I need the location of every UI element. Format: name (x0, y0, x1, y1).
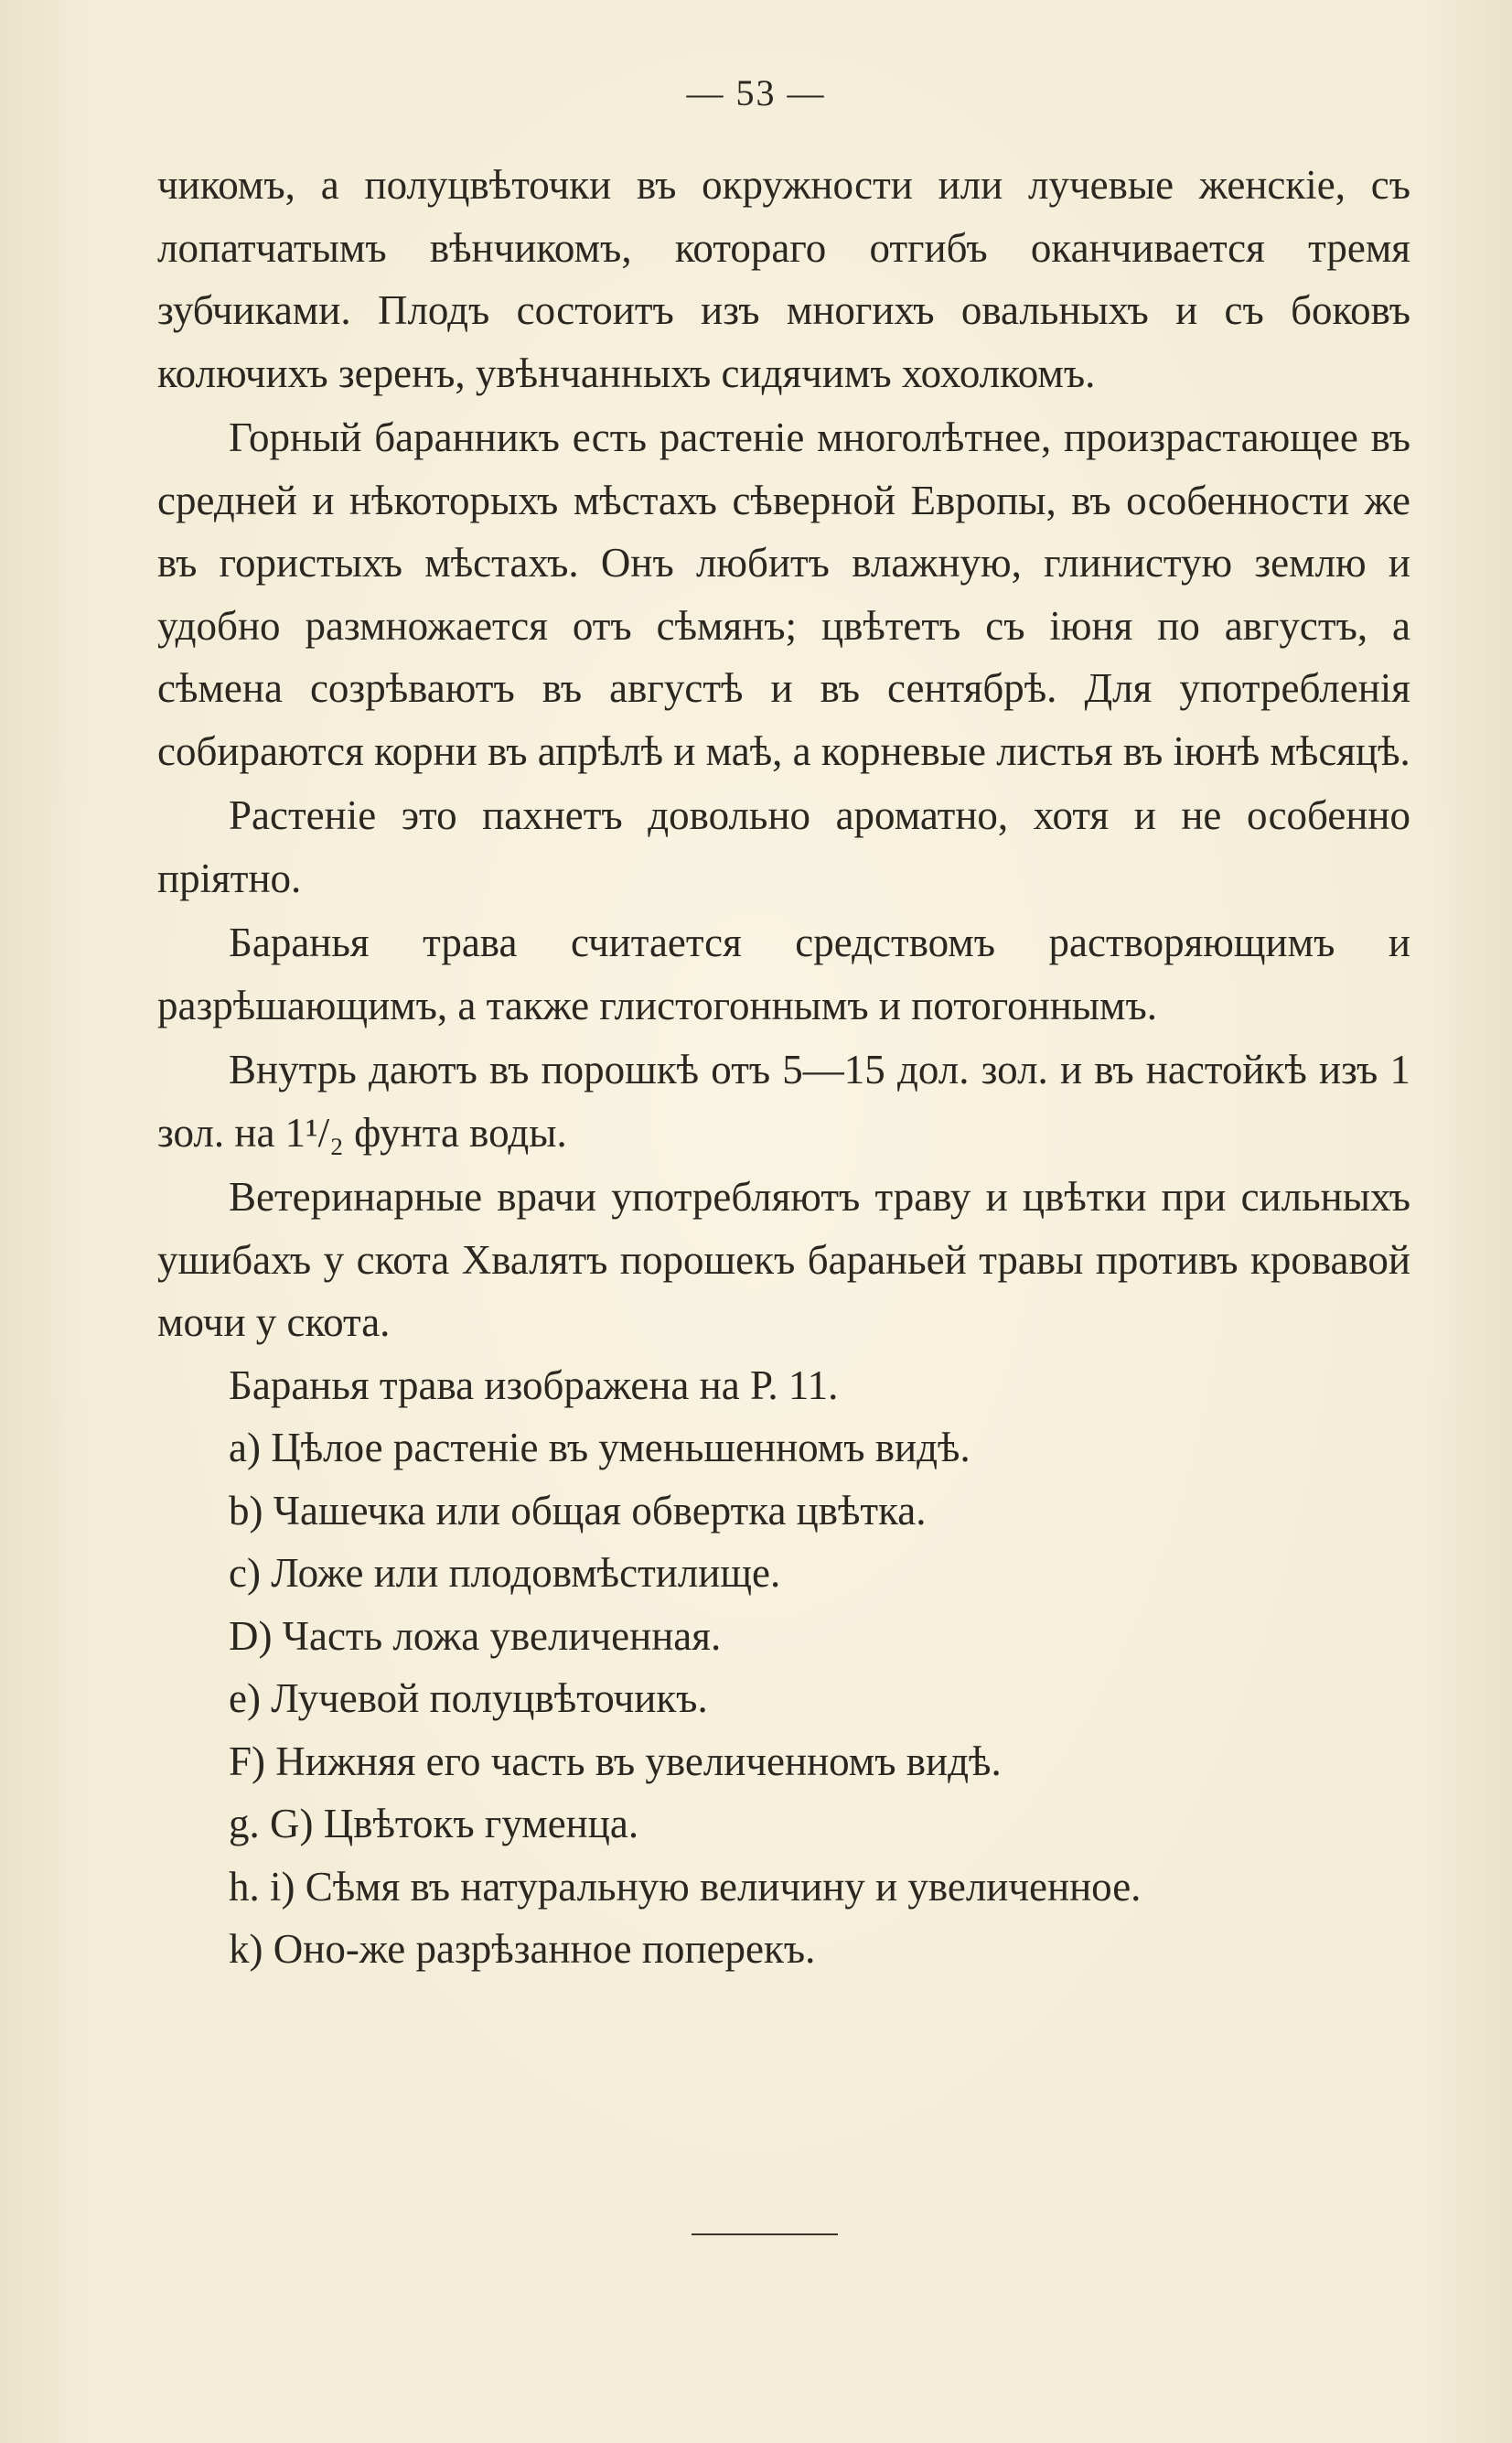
caption-item: c) Ложе или плодовмѣстилище. (229, 1550, 781, 1596)
figure-intro: Баранья трава изображена на Р. 11. (229, 1361, 839, 1408)
body-text (157, 154, 1410, 1981)
paragraph-continuation: чикомъ, а полуцвѣточки въ окружности или лучевые женскіе, съ лопатчатымъ вѣнчикомъ, котораго отгибъ оканчивается тремя зубчиками. Плодъ состоитъ изъ многихъ овальныхъ и съ боковъ колючихъ зеренъ, увѣнчанныхъ сидячимъ хохолкомъ. (157, 162, 1410, 396)
paragraph-dosage: Внутрь даютъ въ порошкѣ отъ 5—15 дол. зол. и въ настойкѣ изъ 1 зол. на 1¹/₂ фунта воды. (157, 1047, 1410, 1156)
figure-captions (157, 1416, 1410, 1981)
paragraph-smell: Растеніе это пахнетъ довольно ароматно, хотя и не особенно пріятно. (157, 792, 1410, 901)
caption-item: g. G) Цвѣтокъ гуменца. (229, 1801, 639, 1846)
paragraph-veterinary: Ветеринарные врачи употребляютъ траву и цвѣтки при сильныхъ ушибахъ у скота Хвалятъ порошекъ бараньей травы противъ кровавой мочи у скота. (157, 1174, 1410, 1345)
caption-item: k) Оно-же разрѣзанное поперекъ. (229, 1926, 816, 1972)
caption-item: e) Лучевой полуцвѣточикъ. (229, 1675, 708, 1721)
caption-item: a) Цѣлое растеніе въ уменьшенномъ видѣ. (229, 1425, 970, 1470)
paragraph-habitat: Горный баранникъ есть растеніе многолѣтнее, произрастающее въ средней и нѣкоторыхъ мѣстахъ сѣверной Европы, въ особенности же въ гористыхъ мѣстахъ. Онъ любитъ влажную, глинистую землю и удобно размножается отъ сѣмянъ; цвѣтетъ съ іюня по августъ, а сѣмена созрѣваютъ въ августѣ и въ сентябрѣ. Для употребленія собираются корни въ апрѣлѣ и маѣ, а корневые листья въ іюнѣ мѣсяцѣ. (157, 414, 1410, 774)
closing-rule (692, 2233, 838, 2235)
caption-item: h. i) Сѣмя въ натуральную величину и увеличенное. (229, 1863, 1142, 1910)
caption-item: b) Чашечка или общая обвертка цвѣтка. (229, 1487, 927, 1534)
caption-item: D) Часть ложа увеличенная. (229, 1612, 722, 1659)
paragraph-medicinal-use: Баранья трава считается средствомъ растворяющимъ и разрѣшающимъ, а также глистогоннымъ и потогоннымъ. (157, 920, 1410, 1028)
caption-item: F) Нижняя его часть въ увеличенномъ видѣ. (229, 1738, 1002, 1784)
page-number: — 53 — (686, 72, 826, 113)
